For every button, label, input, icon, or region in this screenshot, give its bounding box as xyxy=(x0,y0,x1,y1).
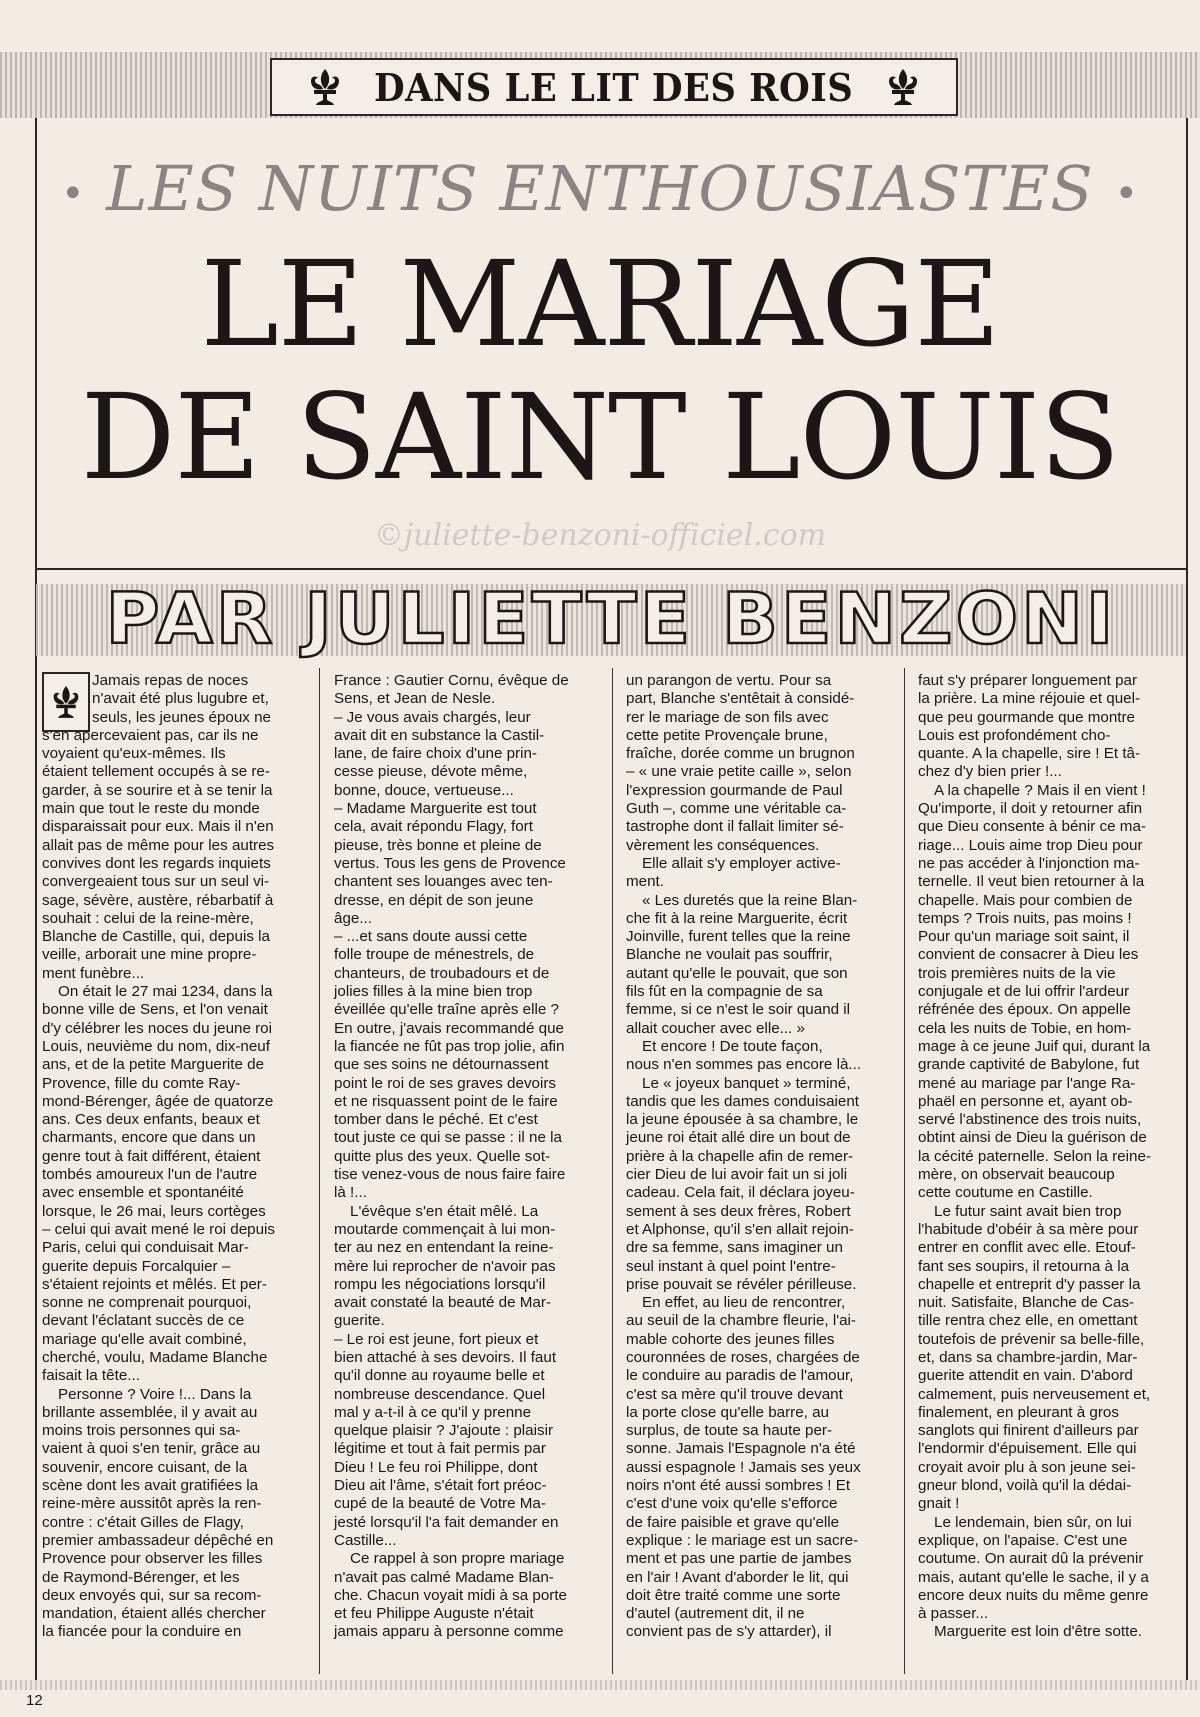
text-line: seul instant à quel point l'entre- xyxy=(626,1257,836,1275)
text-line: sonne ne comprenait pourquoi, xyxy=(42,1294,252,1312)
text-line: couronnées de roses, chargées de xyxy=(626,1348,860,1366)
text-line: phaël en personne et, ayant ob- xyxy=(918,1092,1133,1110)
text-line: Provence, fille du comte Ray- xyxy=(42,1074,241,1092)
text-line: entrer en conflit avec elle. Etouf- xyxy=(918,1239,1136,1257)
text-line: convient pas de s'y attarder), il xyxy=(626,1623,832,1641)
text-line: rer le mariage de son fils avec xyxy=(626,708,829,726)
text-line: quante. A la chapelle, sire ! Et tâ- xyxy=(918,745,1141,763)
text-line: – ...et sans doute aussi cette xyxy=(334,928,528,946)
text-line: cette coutume en Castille. xyxy=(918,1184,1093,1202)
text-line: explique : le mariage est un sacre- xyxy=(626,1531,859,1549)
text-line: Guth –, comme une véritable ca- xyxy=(626,800,847,818)
text-line: finalement, en pleurant à gros xyxy=(918,1403,1119,1421)
text-line: ne pas accéder à l'injonction ma- xyxy=(918,854,1140,872)
text-line: et Alphonse, qu'il s'en allait rejoin- xyxy=(626,1220,854,1238)
text-line: de faire paisible et grave qu'elle xyxy=(626,1513,840,1531)
text-line: là !... xyxy=(334,1184,367,1202)
text-line: la fiancée ne fût pas trop jolie, afin xyxy=(334,1037,565,1055)
text-line: mable cohorte des jeunes filles xyxy=(626,1330,835,1348)
text-line: chapelle et entreprit d'y passer la xyxy=(918,1275,1141,1293)
text-line: mandation, étaient allés chercher xyxy=(42,1605,266,1623)
text-line: Le « joyeux banquet » terminé, xyxy=(642,1074,851,1092)
text-line: Pour qu'un mariage soit saint, il xyxy=(918,928,1130,946)
text-line: gnait ! xyxy=(918,1495,960,1513)
text-line: nous n'en sommes pas encore là... xyxy=(626,1056,862,1074)
text-line: – Le roi est jeune, fort pieux et xyxy=(334,1330,539,1348)
text-line: cela, avait répondu Flagy, fort xyxy=(334,818,533,836)
text-line: trois premières nuits de la vie xyxy=(918,964,1116,982)
text-line: surplus, de toute sa haute per- xyxy=(626,1422,833,1440)
text-line: et feu Philippe Auguste n'était xyxy=(334,1605,534,1623)
text-line: mond-Bérenger, âgée de quatorze xyxy=(42,1092,274,1110)
text-line: guerite. xyxy=(334,1312,385,1330)
text-line: Castille... xyxy=(334,1531,397,1549)
text-line: que Dieu consente à bénir ce ma- xyxy=(918,818,1146,836)
text-line: l'habitude d'obéir à sa mère pour xyxy=(918,1220,1139,1238)
text-line: L'évêque s'en était mêlé. La xyxy=(350,1202,539,1220)
bullet-dot: • xyxy=(60,170,86,217)
text-line: disparaissait pour eux. Mais il n'en xyxy=(42,818,274,836)
text-line: doit être traité comme une sorte xyxy=(626,1586,841,1604)
text-line: Ce rappel à son propre mariage xyxy=(350,1550,565,1568)
text-line: contre : c'était Gilles de Flagy, xyxy=(42,1513,244,1531)
title-divider-rule xyxy=(35,568,1188,570)
text-line: mal y a-t-il à ce qu'il y prenne xyxy=(334,1403,532,1421)
bullet-dot: • xyxy=(1114,170,1140,217)
text-line: ment funèbre... xyxy=(42,964,145,982)
text-line: légitime et tout à fait permis par xyxy=(334,1440,546,1458)
text-line: temps ? Trois nuits, pas moins ! xyxy=(918,909,1132,927)
headline-line-2: DE SAINT LOUIS xyxy=(80,368,1120,506)
text-line: de Raymond-Bérenger, et les xyxy=(42,1568,240,1586)
text-line: Personne ? Voire !... Dans la xyxy=(58,1385,252,1403)
article-column-3 xyxy=(626,672,890,1642)
text-line: à passer... xyxy=(918,1605,989,1623)
fleur-de-lis-icon xyxy=(886,67,920,107)
text-line: prière à la chapelle afin de remer- xyxy=(626,1147,854,1165)
text-line: l'endormir d'épuisement. Elle qui xyxy=(918,1440,1137,1458)
text-line: bien attaché à ses devoirs. Il faut xyxy=(334,1348,557,1366)
text-line: la cécité paternelle. Selon la reine- xyxy=(918,1147,1152,1165)
text-line: et, dans sa chambre-jardin, Mar- xyxy=(918,1348,1138,1366)
article-column-2 xyxy=(334,672,602,1642)
text-line: fant ses soupirs, il retourna à la xyxy=(918,1257,1130,1275)
text-line: Marguerite est loin d'être sotte. xyxy=(934,1623,1143,1641)
page-number: 12 xyxy=(26,1692,43,1709)
text-line: lane, de faire choix d'une prin- xyxy=(334,745,537,763)
text-line: bonne, douce, vertueuse... xyxy=(334,781,514,799)
text-line: mère lui reprocher de n'avoir pas xyxy=(334,1257,556,1275)
text-line: mère, on observait beaucoup xyxy=(918,1166,1115,1184)
text-line: sonne. Jamais l'Espagnole n'a été xyxy=(626,1440,856,1458)
text-line: point le roi de ses graves devoirs xyxy=(334,1074,557,1092)
text-line: quelque plaisir ? J'ajoute : plaisir xyxy=(334,1422,554,1440)
text-line: servé l'abstinence des trois nuits, xyxy=(918,1111,1142,1129)
text-line: chanteurs, de troubadours et de xyxy=(334,964,550,982)
series-title: DANS LE LIT DES ROIS xyxy=(374,64,854,110)
text-line: mené au mariage par l'ange Ra- xyxy=(918,1074,1136,1092)
text-line: convient de consacrer à Dieu les xyxy=(918,946,1139,964)
text-line: d'autel (autrement dit, il ne xyxy=(626,1605,805,1623)
kicker-text: LES NUITS ENTHOUSIASTES xyxy=(106,152,1094,225)
text-line: ternelle. Il veut bien retourner à la xyxy=(918,873,1145,891)
text-line: cela les nuits de Tobie, en hom- xyxy=(918,1019,1132,1037)
text-line: grande captivité de Babylone, fut xyxy=(918,1056,1140,1074)
text-line: la prière. La mine réjouie et quel- xyxy=(918,690,1141,708)
text-line: – celui qui avait mené le roi depuis xyxy=(42,1220,276,1238)
text-line: quitte plus des yeux. Quelle sot- xyxy=(334,1147,551,1165)
text-line: moutarde commençait à lui mon- xyxy=(334,1220,556,1238)
text-line: cesse pieuse, dévote même, xyxy=(334,763,528,781)
text-line: c'est sa mère qu'il trouve devant xyxy=(626,1385,843,1403)
kicker xyxy=(0,152,1200,225)
text-line: s'étaient rejoints et mêlés. Et per- xyxy=(42,1275,267,1293)
text-line: rompu les négociations lorsqu'il xyxy=(334,1275,546,1293)
fleur-de-lis-icon xyxy=(308,67,342,107)
text-line: allait pas de même pour les autres xyxy=(42,836,275,854)
byline: PAR JULIETTE BENZONI xyxy=(105,578,1117,660)
text-line: Paris, celui qui conduisait Mar- xyxy=(42,1239,249,1257)
text-line: encore deux nuits du même genre xyxy=(918,1586,1149,1604)
text-line: gneur blond, voilà qu'il la dédai- xyxy=(918,1477,1132,1495)
text-line: Joinville, furent telles que la reine xyxy=(626,928,851,946)
text-line: tille rentra chez elle, en omettant xyxy=(918,1312,1138,1330)
text-line: ter au nez en entendant la reine- xyxy=(334,1239,554,1257)
text-line: en l'air ! Avant d'aborder le lit, qui xyxy=(626,1568,849,1586)
text-line: fils fût en la compagnie de sa xyxy=(626,983,823,1001)
text-line: le conduire au paradis de l'amour, xyxy=(626,1367,854,1385)
text-line: jamais apparu à personne comme xyxy=(334,1623,564,1641)
article-column-1 xyxy=(42,672,308,1642)
text-line: Le futur saint avait bien trop xyxy=(934,1202,1122,1220)
text-line: che. Chacun voyait midi à sa porte xyxy=(334,1586,567,1604)
text-line: sement à ses deux frères, Robert xyxy=(626,1202,851,1220)
text-line: et ne risquassent point de le faire xyxy=(334,1092,558,1110)
series-header xyxy=(270,58,958,116)
text-line: Louis, neuvième du nom, dix-neuf xyxy=(42,1037,270,1055)
text-line: che fit à la reine Marguerite, écrit xyxy=(626,909,848,927)
text-line: d'y célébrer les noces du jeune roi xyxy=(42,1019,273,1037)
text-line: ans, et de la petite Marguerite de xyxy=(42,1056,265,1074)
text-line: France : Gautier Cornu, évêque de xyxy=(334,672,569,689)
text-line: avait dit en substance la Castil- xyxy=(334,726,545,744)
text-line: noirs n'ont été aussi sombres ! Et xyxy=(626,1477,851,1495)
text-line: cherché, voulu, Madame Blanche xyxy=(42,1348,268,1366)
column-rule xyxy=(319,668,320,1674)
text-line: cadeau. Cela fait, il déclara joyeu- xyxy=(626,1184,855,1202)
text-line: genre tout à fait différent, étaient xyxy=(42,1147,261,1165)
text-line: vertus. Tous les gens de Provence xyxy=(334,854,566,872)
text-line: que peu gourmande que montre xyxy=(918,708,1136,726)
text-line: toutefois de prévenir sa belle-fille, xyxy=(918,1330,1145,1348)
text-line: jolies filles à la mine bien trop xyxy=(334,983,533,1001)
text-line: faut s'y préparer longuement par xyxy=(918,672,1138,689)
text-line: premier ambassadeur dépêché en xyxy=(42,1531,274,1549)
text-line: sage, sévère, austère, rébarbatif à xyxy=(42,891,274,909)
text-line: que ses soins ne détournassent xyxy=(334,1056,549,1074)
text-line: Blanche de Castille, qui, depuis la xyxy=(42,928,270,946)
text-line: Et encore ! De toute façon, xyxy=(642,1037,823,1055)
text-line: ment et pas une partie de jambes xyxy=(626,1550,852,1568)
text-line: – Je vous avais chargés, leur xyxy=(334,708,531,726)
text-line: – « une vraie petite caille », selon xyxy=(626,763,852,781)
text-line: chantent ses louanges avec ten- xyxy=(334,873,553,891)
text-line: prise pouvait se révéler périlleuse. xyxy=(626,1275,857,1293)
text-line: avec ensemble et spontanéité xyxy=(42,1184,244,1202)
text-line: mariage qu'elle avait combiné, xyxy=(42,1330,247,1348)
text-line: réfrénée des époux. On appelle xyxy=(918,1001,1131,1019)
text-line: Provence pour observer les filles xyxy=(42,1550,263,1568)
text-line: main que tout le reste du monde xyxy=(42,800,260,818)
text-line: ans. Ces deux enfants, beaux et xyxy=(42,1111,260,1129)
text-line: vaient à quoi s'en tenir, grâce au xyxy=(42,1440,261,1458)
text-line: souhait : celui de la reine-mère, xyxy=(42,909,254,927)
text-line: convives dont les regards inquiets xyxy=(42,854,271,872)
text-line: chez d'y bien prier !... xyxy=(918,763,1062,781)
text-line: pieuse, très bonne et pleine de xyxy=(334,836,542,854)
text-line: tombés amoureux l'un de l'autre xyxy=(42,1166,258,1184)
text-line: tomber dans le péché. Et c'est xyxy=(334,1111,538,1129)
text-line: vèrement les conséquences. xyxy=(626,836,820,854)
text-line: garder, à se sourire et à se tenir la xyxy=(42,781,273,799)
text-line: obtint ainsi de Dieu la guérison de xyxy=(918,1129,1147,1147)
text-line: « Les duretés que la reine Blan- xyxy=(642,891,858,909)
footer-band xyxy=(0,1680,1200,1690)
text-line: jesté lorsqu'il l'a fait demander en xyxy=(334,1513,559,1531)
text-line: veille, arborait une mine propre- xyxy=(42,946,257,964)
text-line: ment. xyxy=(626,873,664,891)
text-line: aussi espagnole ! Jamais ses yeux xyxy=(626,1458,861,1476)
text-line: cupé de la beauté de Votre Ma- xyxy=(334,1495,546,1513)
text-line: mais, autant qu'elle le sache, il y a xyxy=(918,1568,1149,1586)
text-line: Jamais repas de noces xyxy=(92,672,249,689)
text-line: charmants, encore que dans un xyxy=(42,1129,256,1147)
text-line: n'avait pas calmé Madame Blan- xyxy=(334,1568,554,1586)
text-line: la jeune épousée à sa chambre, le xyxy=(626,1111,859,1129)
text-line: Dieu ! Le feu roi Philippe, dont xyxy=(334,1458,538,1476)
text-line: jeune roi était allé dire un bout de xyxy=(626,1129,851,1147)
text-line: A la chapelle ? Mais il en vient ! xyxy=(934,781,1146,799)
text-line: s'en apercevaient pas, car ils ne xyxy=(42,726,259,744)
text-line: convergeaient tous sur un seul vi- xyxy=(42,873,270,891)
text-line: reine-mère aussitôt après la ren- xyxy=(42,1495,262,1513)
text-line: Dieu ait l'âme, s'était fort préoc- xyxy=(334,1477,547,1495)
text-line: sanglots qui finirent d'ailleurs par xyxy=(918,1422,1139,1440)
text-line: un parangon de vertu. Pour sa xyxy=(626,672,832,689)
text-line: coutume. On aurait dû la prévenir xyxy=(918,1550,1144,1568)
text-line: avait constaté la beauté de Mar- xyxy=(334,1294,551,1312)
text-line: riage... Louis aime trop Dieu pour xyxy=(918,836,1143,854)
text-line: conjugale et de lui offrir l'ardeur xyxy=(918,983,1130,1001)
watermark: ©juliette-benzoni-officiel.com xyxy=(373,518,827,553)
text-line: cette petite Provençale brune, xyxy=(626,726,828,744)
text-line: tandis que les dames conduisaient xyxy=(626,1092,860,1110)
article-column-4 xyxy=(918,672,1184,1642)
text-line: folle troupe de ménestrels, de xyxy=(334,946,535,964)
text-line: âge... xyxy=(334,909,372,927)
column-rule xyxy=(612,668,613,1674)
text-line: Sens, et Jean de Nesle. xyxy=(334,690,496,708)
text-line: c'est d'une voix qu'elle s'efforce xyxy=(626,1495,838,1513)
text-line: mage à ce jeune Juif qui, durant la xyxy=(918,1037,1151,1055)
text-line: faisait la tête... xyxy=(42,1367,140,1385)
text-line: part, Blanche s'entêtait à considé- xyxy=(626,690,855,708)
text-line: chapelle. Mais pour combien de xyxy=(918,891,1133,909)
text-line: la fiancée pour la conduire en xyxy=(42,1623,242,1641)
text-line: n'avait été plus lugubre et, xyxy=(92,690,269,708)
text-line: deux envoyés qui, sur sa recom- xyxy=(42,1586,262,1604)
text-line: femme, si ce n'est le soir quand il xyxy=(626,1001,851,1019)
text-line: étaient tellement occupés à se re- xyxy=(42,763,270,781)
text-line: explique, on l'apaise. C'est une xyxy=(918,1531,1128,1549)
text-line: Le lendemain, bien sûr, on lui xyxy=(934,1513,1132,1531)
text-line: tout juste ce qui se passe : il ne la xyxy=(334,1129,562,1147)
text-line: guerite attendit en vain. D'abord xyxy=(918,1367,1133,1385)
text-line: voyaient qu'eux-mêmes. Ils xyxy=(42,745,226,763)
text-line: la porte close qu'elle barre, au xyxy=(626,1403,829,1421)
text-line: au seuil de la chambre fleurie, l'ai- xyxy=(626,1312,856,1330)
text-line: allait coucher avec elle... » xyxy=(626,1019,805,1037)
text-line: croyait avoir plu à son jeune sei- xyxy=(918,1458,1136,1476)
text-line: devant l'éclatant succès de ce xyxy=(42,1312,245,1330)
text-line: dre sa femme, sans imaginer un xyxy=(626,1239,843,1257)
text-line: scène dont les avait gratifiées la xyxy=(42,1477,259,1495)
text-line: guerite depuis Forcalquier – xyxy=(42,1257,231,1275)
text-line: On était le 27 mai 1234, dans la xyxy=(58,983,273,1001)
text-line: éveillée qu'elle traîne après elle ? xyxy=(334,1001,559,1019)
text-line: l'expression gourmande de Paul xyxy=(626,781,843,799)
column-rule xyxy=(904,668,905,1674)
text-line: nuit. Satisfaite, Blanche de Cas- xyxy=(918,1294,1135,1312)
text-line: seuls, les jeunes époux ne xyxy=(92,708,271,726)
text-line: calmement, puis nerveusement et, xyxy=(918,1385,1151,1403)
text-line: nombreuse descendance. Quel xyxy=(334,1385,546,1403)
text-line: tastrophe dont il fallait limiter sé- xyxy=(626,818,844,836)
text-line: Elle allait s'y employer active- xyxy=(642,854,841,872)
text-line: qu'il donne au royaume belle et xyxy=(334,1367,545,1385)
text-line: brillante assemblée, il y avait au xyxy=(42,1403,258,1421)
text-line: En effet, au lieu de rencontrer, xyxy=(642,1294,846,1312)
text-line: dresse, en dépit de son jeune xyxy=(334,891,534,909)
text-line: bonne ville de Sens, et l'on venait xyxy=(42,1001,268,1019)
text-line: lorsque, le 26 mai, leurs cortèges xyxy=(42,1202,266,1220)
text-line: Blanche ne voulait pas souffrir, xyxy=(626,946,833,964)
text-line: Qu'importe, il doit y retourner afin xyxy=(918,800,1143,818)
text-line: En outre, j'avais recommandé que xyxy=(334,1019,564,1037)
text-line: moins trois personnes qui sa- xyxy=(42,1422,241,1440)
text-line: tise venez-vous de nous faire faire xyxy=(334,1166,566,1184)
text-line: fraîche, dorée comme un brugnon xyxy=(626,745,855,763)
text-line: Louis est profondément cho- xyxy=(918,726,1111,744)
headline-line-1: LE MARIAGE xyxy=(200,235,1000,373)
text-line: souvenir, encore cuisant, de la xyxy=(42,1458,248,1476)
text-line: cier Dieu de lui avoir fait un si joli xyxy=(626,1166,848,1184)
text-line: – Madame Marguerite est tout xyxy=(334,800,537,818)
text-line: autant qu'elle le pouvait, que son xyxy=(626,964,848,982)
